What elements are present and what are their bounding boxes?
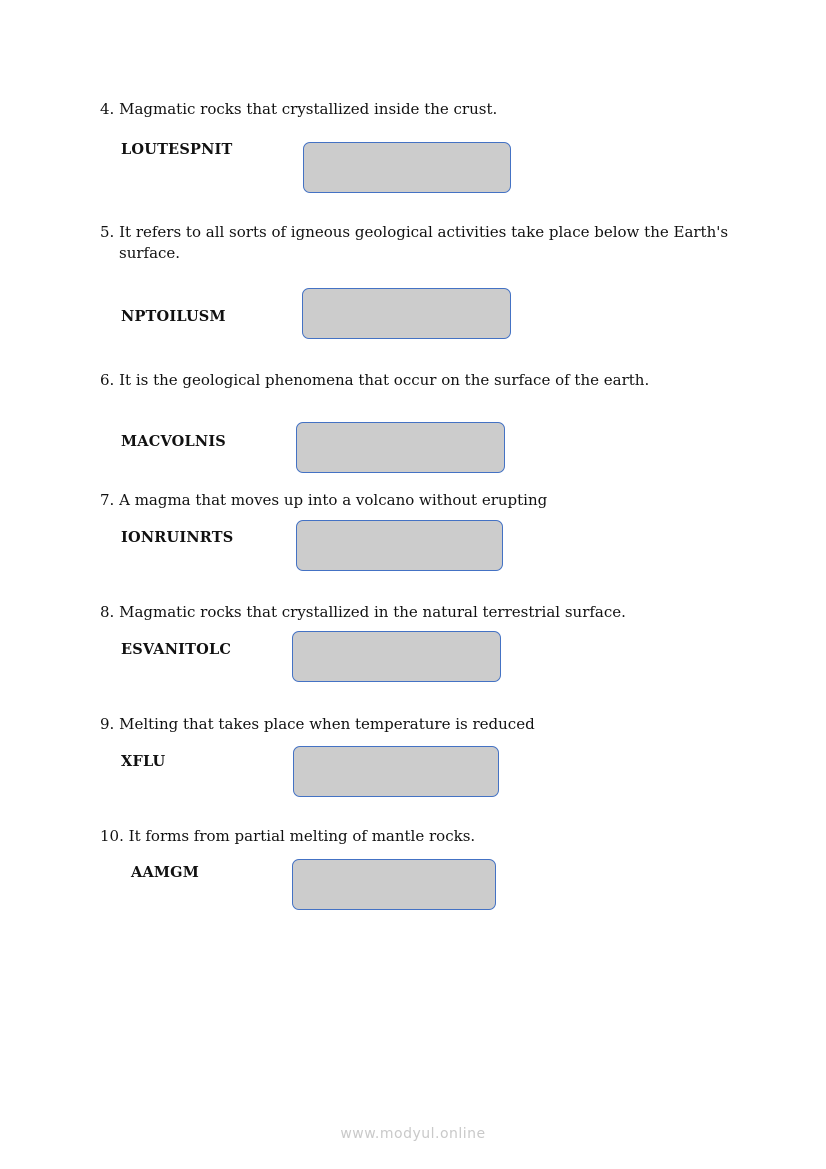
answer-box-4[interactable]: [303, 142, 511, 193]
scrambled-word-6: MACVOLNIS: [121, 433, 226, 450]
scrambled-word-5: NPTOILUSM: [121, 308, 226, 325]
question-number: 4.: [100, 100, 115, 118]
answer-box-8[interactable]: [292, 631, 501, 682]
question-text: It forms from partial melting of mantle rocks.: [128, 827, 476, 845]
answer-box-5[interactable]: [302, 288, 511, 339]
question-text: It is the geological phenomena that occur on the surface of the earth.: [119, 371, 650, 389]
question-number: 6.: [100, 371, 115, 389]
question-text: Magmatic rocks that crystallized inside the crust.: [119, 100, 498, 118]
question-9: [100, 714, 720, 735]
scrambled-word-8: ESVANITOLC: [121, 641, 232, 658]
answer-box-6[interactable]: [296, 422, 505, 473]
question-number: 9.: [100, 715, 115, 733]
question-text: Magmatic rocks that crystallized in the natural terrestrial surface.: [119, 603, 626, 621]
scrambled-word-7: IONRUINRTS: [121, 529, 234, 546]
question-text: It refers to all sorts of igneous geological activities take place below the Earth's surface.: [119, 223, 729, 262]
watermark: www.modyul.online: [340, 1126, 486, 1142]
question-7: [100, 490, 720, 511]
scrambled-word-4: LOUTESPNIT: [121, 141, 233, 158]
question-number: 10.: [100, 827, 124, 845]
answer-box-10[interactable]: [292, 859, 496, 910]
question-number: 8.: [100, 603, 115, 621]
question-5: [100, 222, 729, 264]
scrambled-word-10: AAMGM: [131, 864, 199, 881]
question-6: [100, 370, 720, 391]
answer-box-9[interactable]: [293, 746, 499, 797]
question-10: [100, 826, 720, 847]
question-number: 7.: [100, 491, 115, 509]
question-8: [100, 602, 720, 623]
question-text: A magma that moves up into a volcano without erupting: [119, 491, 548, 509]
question-number: 5.: [100, 223, 115, 241]
question-4: [100, 99, 720, 120]
scrambled-word-9: XFLU: [121, 753, 166, 770]
question-text: Melting that takes place when temperature is reduced: [119, 715, 535, 733]
answer-box-7[interactable]: [296, 520, 503, 571]
